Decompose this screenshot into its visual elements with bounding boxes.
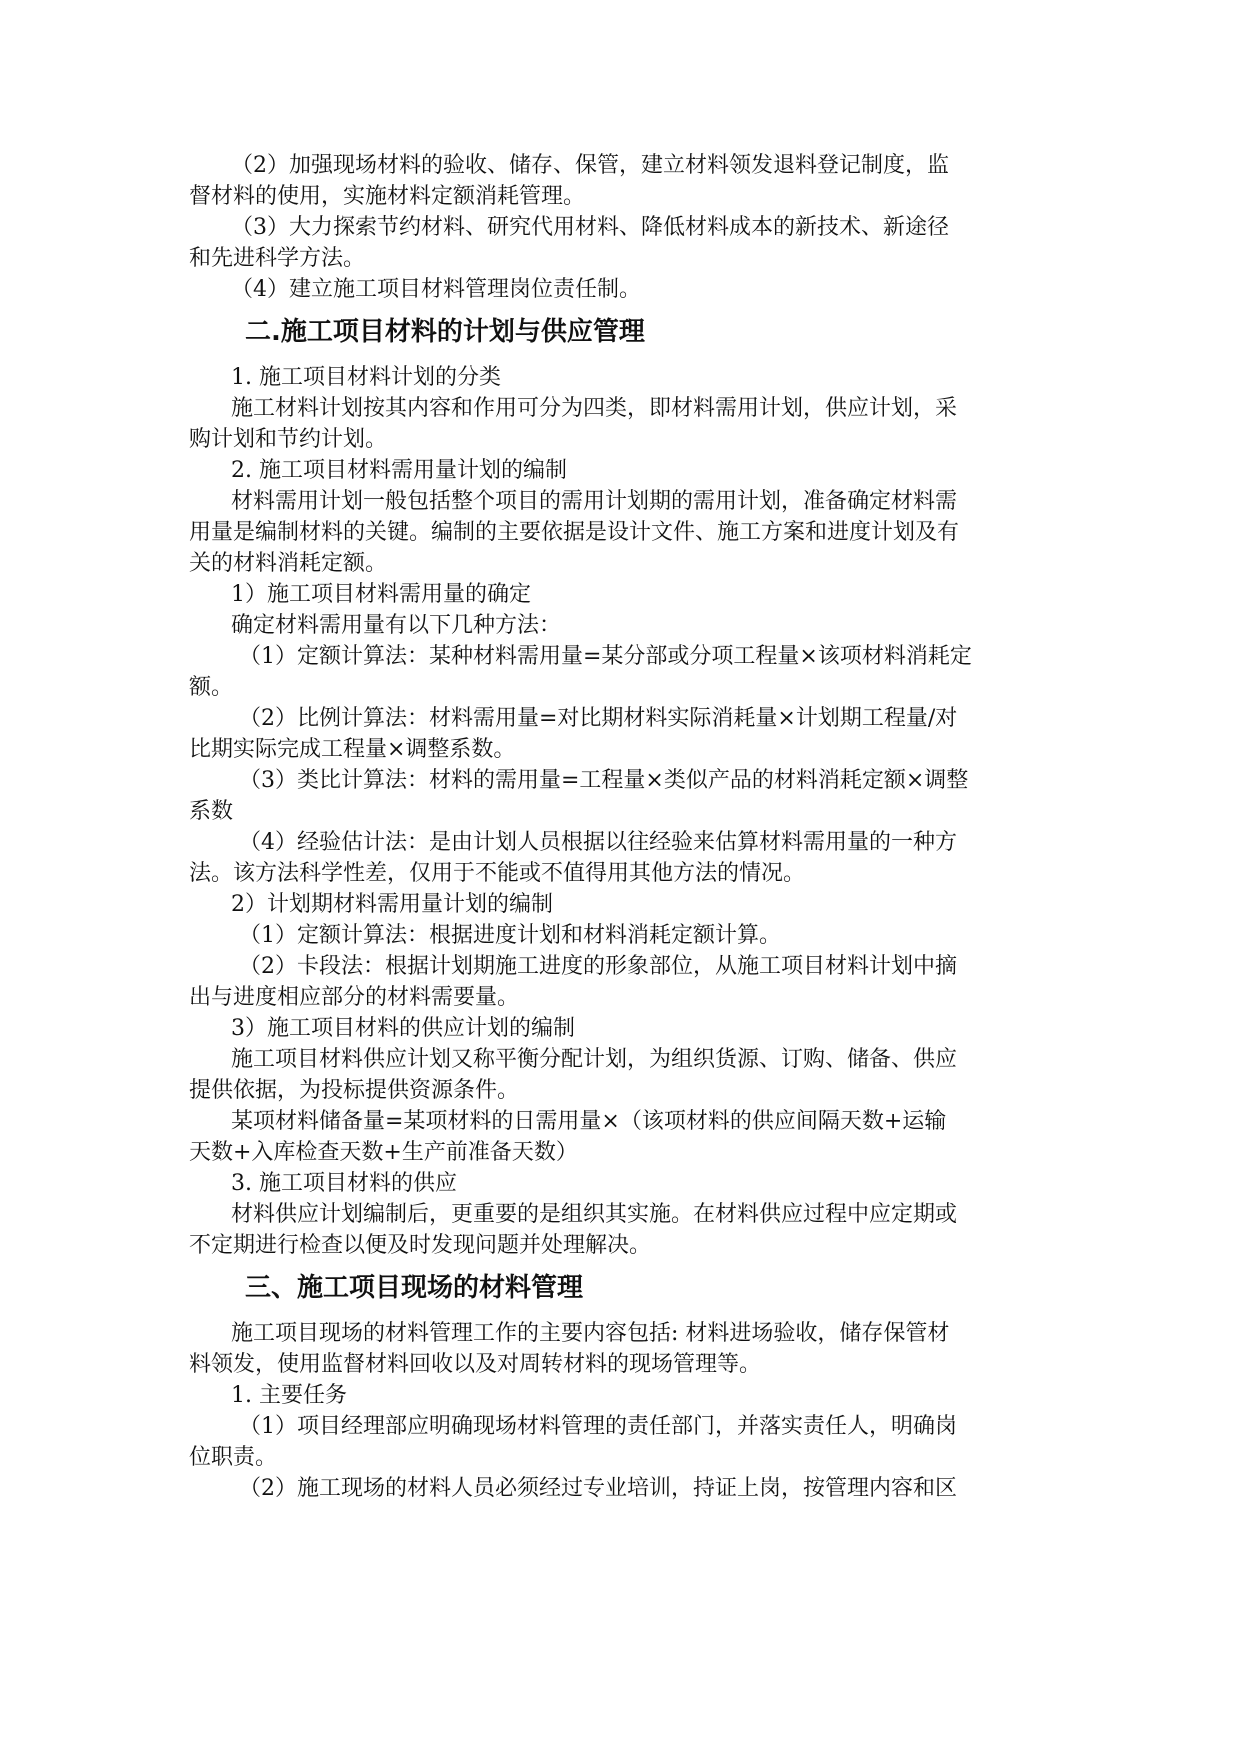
paragraph-line: 关的材料消耗定额。 <box>189 551 388 576</box>
paragraph-line: （4）经验估计法：是由计划人员根据以往经验来估算材料需用量的一种方 <box>239 830 957 855</box>
paragraph-line: 出与进度相应部分的材料需要量。 <box>189 985 520 1010</box>
paragraph-line: 料领发，使用监督材料回收以及对周转材料的现场管理等。 <box>189 1352 762 1377</box>
paragraph-line: （3）类比计算法：材料的需用量=工程量×类似产品的材料消耗定额×调整 <box>239 768 969 793</box>
paragraph-line: （2）比例计算法：材料需用量=对比期材料实际消耗量×计划期工程量/对 <box>239 706 958 731</box>
paragraph-line: 购计划和节约计划。 <box>189 427 388 452</box>
paragraph-line: 和先进科学方法。 <box>189 246 366 271</box>
paragraph-line: （2）加强现场材料的验收、储存、保管，建立材料领发退料登记制度，监 <box>231 153 949 178</box>
paragraph-line: 提供依据，为投标提供资源条件。 <box>189 1078 520 1103</box>
paragraph-line: 位职责。 <box>189 1445 278 1470</box>
paragraph-line: （2）施工现场的材料人员必须经过专业培训，持证上岗，按管理内容和区 <box>239 1476 957 1501</box>
paragraph-line: 用量是编制材料的关键。编制的主要依据是设计文件、施工方案和进度计划及有 <box>189 520 960 545</box>
paragraph-line: （3）大力探索节约材料、研究代用材料、降低材料成本的新技术、新途径 <box>231 215 949 240</box>
section-heading-3: 三、施工项目现场的材料管理 <box>245 1273 584 1303</box>
paragraph-line: 系数 <box>189 799 234 824</box>
paragraph-line: 材料供应计划编制后，更重要的是组织其实施。在材料供应过程中应定期或 <box>231 1202 958 1227</box>
section-heading-2: 二.施工项目材料的计划与供应管理 <box>245 317 645 347</box>
paragraph-line: 材料需用计划一般包括整个项目的需用计划期的需用计划，准备确定材料需 <box>231 489 958 514</box>
subheading-line: 2）计划期材料需用量计划的编制 <box>231 892 553 917</box>
paragraph-line: 不定期进行检查以便及时发现问题并处理解决。 <box>189 1233 652 1258</box>
paragraph-line: （2）卡段法：根据计划期施工进度的形象部位，从施工项目材料计划中摘 <box>239 954 957 979</box>
paragraph-line: （1）项目经理部应明确现场材料管理的责任部门，并落实责任人，明确岗 <box>239 1414 957 1439</box>
subheading-line: 2. 施工项目材料需用量计划的编制 <box>231 458 567 483</box>
paragraph-line: （4）建立施工项目材料管理岗位责任制。 <box>231 277 641 302</box>
paragraph-line: 确定材料需用量有以下几种方法： <box>231 613 562 638</box>
document-body <box>189 150 1059 1504</box>
paragraph-line: 比期实际完成工程量×调整系数。 <box>189 737 516 762</box>
paragraph-line: 额。 <box>189 675 234 700</box>
subheading-line: 1）施工项目材料需用量的确定 <box>231 582 531 607</box>
paragraph-line: 督材料的使用，实施材料定额消耗管理。 <box>189 184 586 209</box>
paragraph-line: （1）定额计算法：某种材料需用量=某分部或分项工程量×该项材料消耗定 <box>239 644 972 669</box>
subheading-line: 1. 施工项目材料计划的分类 <box>231 365 501 390</box>
paragraph-line: 施工项目材料供应计划又称平衡分配计划，为组织货源、订购、储备、供应 <box>231 1047 958 1072</box>
paragraph-line: 施工项目现场的材料管理工作的主要内容包括: 材料进场验收，储存保管材 <box>231 1321 950 1346</box>
subheading-line: 1. 主要任务 <box>231 1383 347 1408</box>
paragraph-line: 天数+入库检查天数+生产前准备天数） <box>189 1140 578 1165</box>
paragraph-line: 某项材料储备量=某项材料的日需用量×（该项材料的供应间隔天数+运输 <box>231 1109 947 1134</box>
subheading-line: 3）施工项目材料的供应计划的编制 <box>231 1016 575 1041</box>
paragraph-line: 法。该方法科学性差，仅用于不能或不值得用其他方法的情况。 <box>189 861 806 886</box>
paragraph-line: 施工材料计划按其内容和作用可分为四类，即材料需用计划，供应计划，采 <box>231 396 958 421</box>
paragraph-line: （1）定额计算法：根据进度计划和材料消耗定额计算。 <box>239 923 781 948</box>
subheading-line: 3. 施工项目材料的供应 <box>231 1171 457 1196</box>
